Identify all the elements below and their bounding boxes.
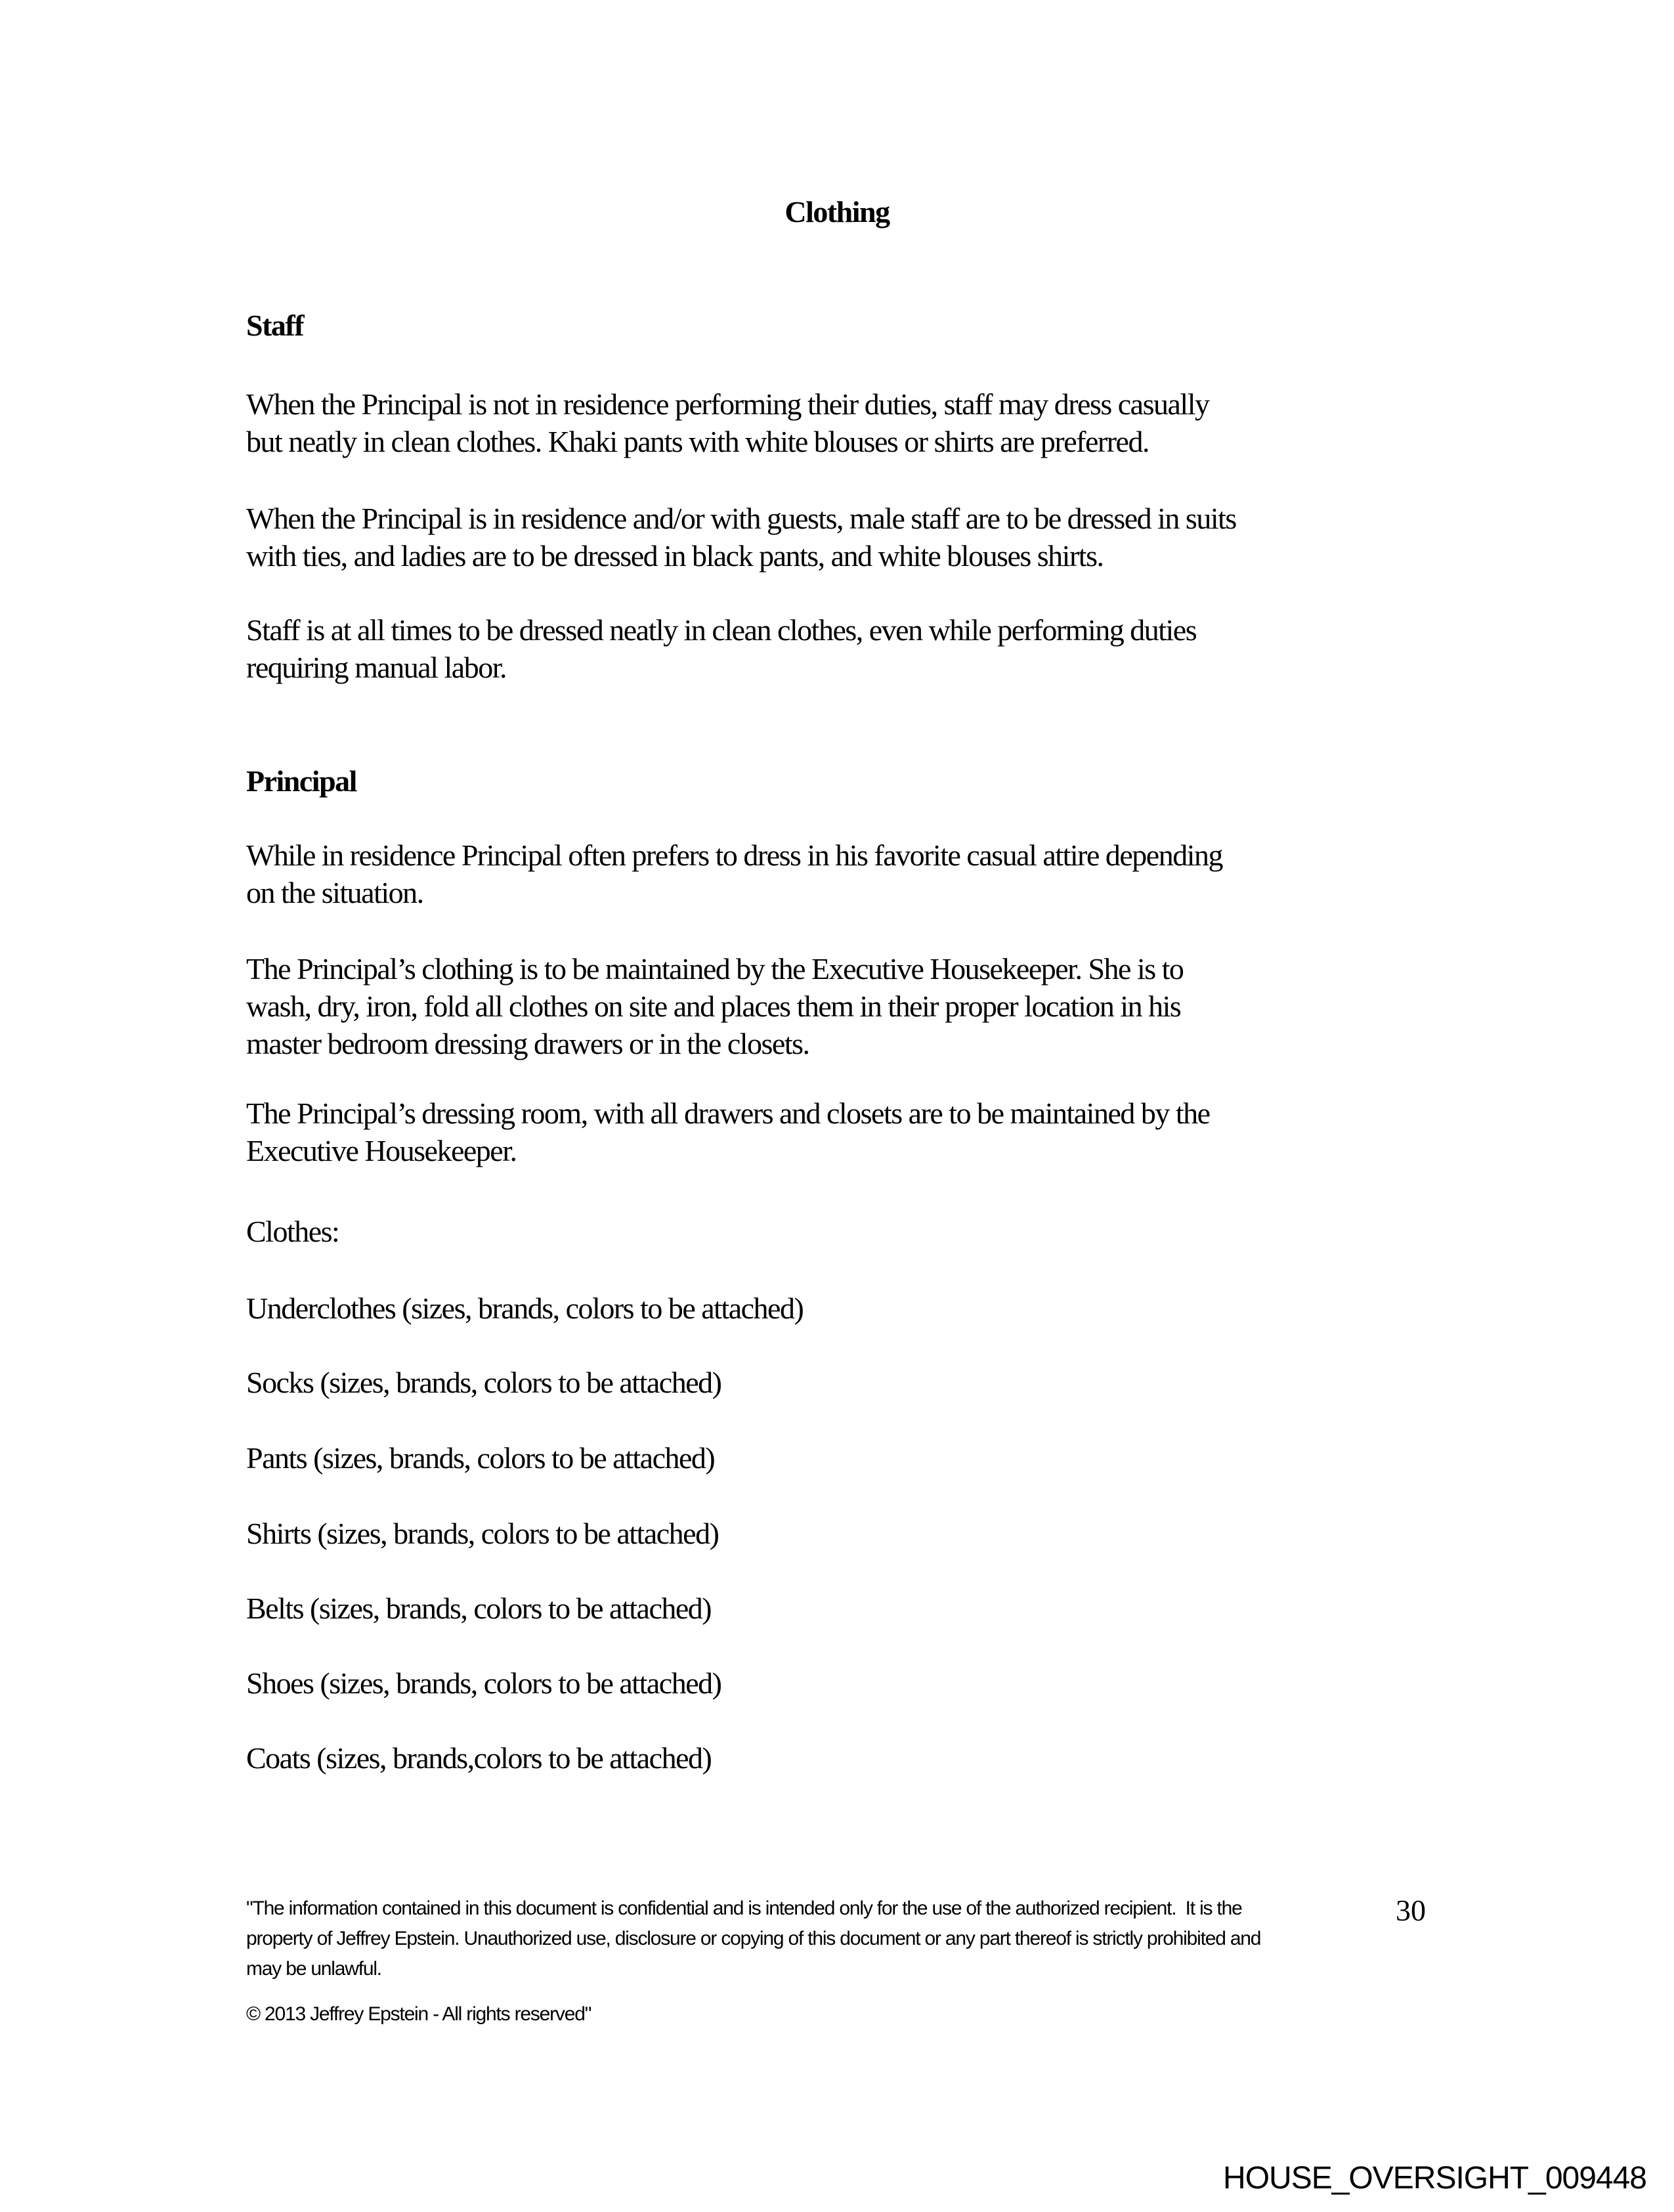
text-line: Shirts (sizes, brands, colors to be attached) xyxy=(246,1517,719,1550)
footer-line: property of Jeffrey Epstein. Unauthorized use, disclosure or copying of this document or any part thereof is strictly prohibited and xyxy=(246,1928,1261,1949)
footer-line: "The information contained in this document is confidential and is intended only for the use of the authorized recipient. It is the xyxy=(246,1898,1242,1919)
text-line: The Principal’s dressing room, with all drawers and closets are to be maintained by the xyxy=(246,1096,1210,1130)
list-item-shirts xyxy=(246,1515,718,1552)
list-item-pants xyxy=(246,1439,714,1477)
list-item-underclothes xyxy=(246,1290,803,1327)
heading-text: Staff xyxy=(246,309,304,342)
list-item-socks xyxy=(246,1364,721,1401)
section-heading-principal xyxy=(246,762,356,800)
list-item-belts xyxy=(246,1590,711,1627)
footer-line: © 2013 Jeffrey Epstein - All rights reserved" xyxy=(246,2003,591,2025)
paragraph-staff-2 xyxy=(246,500,1236,575)
clothes-label xyxy=(246,1213,339,1250)
text-line: but neatly in clean clothes. Khaki pants with white blouses or shirts are preferred. xyxy=(246,425,1149,458)
text-line: When the Principal is in residence and/or with guests, male staff are to be dressed in suits xyxy=(246,502,1236,535)
text-line: with ties, and ladies are to be dressed in black pants, and white blouses shirts. xyxy=(246,539,1104,573)
text-line: While in residence Principal often prefers to dress in his favorite casual attire depending xyxy=(246,838,1222,872)
list-item-coats xyxy=(246,1739,711,1777)
text-line: Socks (sizes, brands, colors to be attached) xyxy=(246,1366,721,1399)
bates-number: HOUSE_OVERSIGHT_009448 xyxy=(1223,2161,1646,2196)
section-heading-staff xyxy=(246,307,303,344)
paragraph-principal-3 xyxy=(246,1095,1210,1169)
copyright-line xyxy=(246,1999,591,2029)
text-line: Belts (sizes, brands, colors to be attached) xyxy=(246,1592,712,1625)
list-item-shoes xyxy=(246,1664,721,1702)
footer-line: may be unlawful. xyxy=(246,1958,381,1980)
text-line: Clothes: xyxy=(246,1215,339,1248)
paragraph-principal-2 xyxy=(246,950,1183,1062)
paragraph-staff-3 xyxy=(246,611,1196,686)
footer-disclaimer xyxy=(246,1894,1260,1984)
text-line: Shoes (sizes, brands, colors to be attached) xyxy=(246,1666,721,1700)
document-title-text: Clothing xyxy=(784,195,890,228)
text-line: requiring manual labor. xyxy=(246,651,506,684)
page-number: 30 xyxy=(1396,1894,1426,1927)
text-line: Coats (sizes, brands,colors to be attached) xyxy=(246,1741,712,1775)
text-line: When the Principal is not in residence performing their duties, staff may dress casually xyxy=(246,387,1209,421)
text-line: Staff is at all times to be dressed neatly in clean clothes, even while performing duties xyxy=(246,613,1197,647)
text-line: wash, dry, iron, fold all clothes on site and places them in their proper location in his xyxy=(246,989,1181,1023)
document-title xyxy=(0,193,1674,230)
text-line: Pants (sizes, brands, colors to be attached) xyxy=(246,1441,715,1475)
paragraph-principal-1 xyxy=(246,836,1222,911)
text-line: Executive Housekeeper. xyxy=(246,1134,517,1167)
text-line: master bedroom dressing drawers or in the closets. xyxy=(246,1027,809,1060)
text-line: The Principal’s clothing is to be maintained by the Executive Housekeeper. She is to xyxy=(246,952,1184,986)
text-line: Underclothes (sizes, brands, colors to be attached) xyxy=(246,1291,804,1325)
heading-text: Principal xyxy=(246,764,356,798)
text-line: on the situation. xyxy=(246,876,423,909)
paragraph-staff-1 xyxy=(246,385,1209,460)
